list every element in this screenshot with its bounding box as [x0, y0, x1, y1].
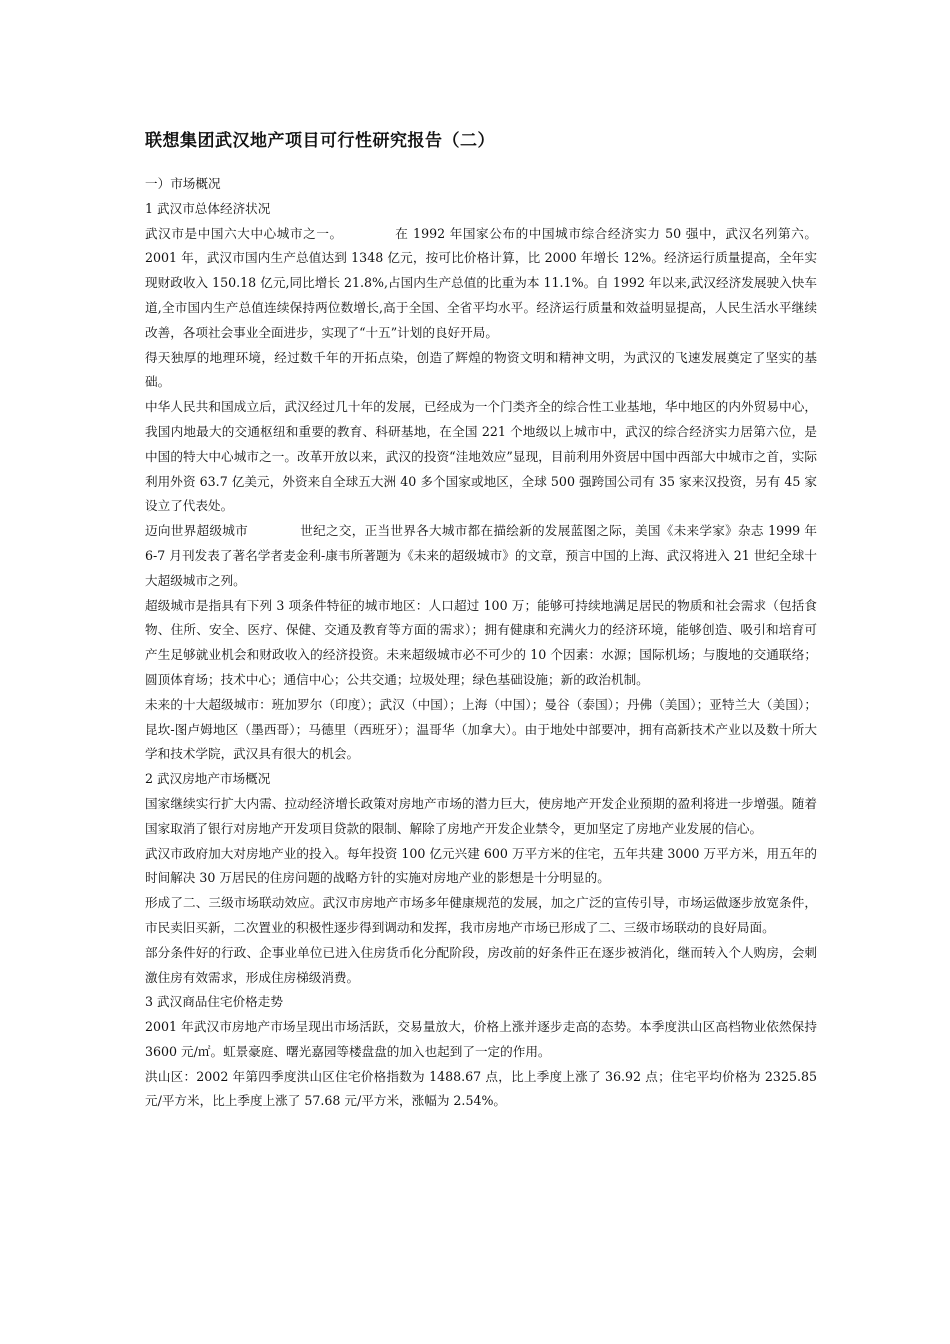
document-title: 联想集团武汉地产项目可行性研究报告（二） [145, 131, 495, 151]
document-body [145, 172, 817, 1114]
paragraph: 2001 年武汉市房地产市场呈现出市场活跃，交易量放大，价格上涨并逐步走高的态势。本季度洪山区高档物业依然保持 3600 元/㎡。虹景豪庭、曙光嘉园等楼盘盘的加入也起到了一定的作用。 [145, 1019, 817, 1059]
paragraph: 一）市场概况 [145, 176, 221, 191]
paragraph: 超级城市是指具有下列 3 项条件特征的城市地区：人口超过 100 万；能够可持续地满足居民的物质和社会需求（包括食物、住所、安全、医疗、保健、交通及教育等方面的需求）；拥有健康和充满火力的经济环境，能够创造、吸引和培育可产生足够就业机会和财政收入的经济投资。未来超级城市必不可少的 10 个因素：水源；国际机场；与腹地的交通联络；圆顶体育场；技术中心；通信中心；公共交通；垃圾处理；绿色基础设施；新的政治机制。 [145, 597, 817, 687]
paragraph-text: 世纪之交，正当世界各大城市都在描绘新的发展蓝图之际，美国《未来学家》杂志 1999 年 6-7 月刊发表了著名学者麦金利-康韦所著题为《未来的超级城市》的文章，预言中国的上海、武汉将进入 21 世纪全球十大超级城市之列。 [145, 523, 817, 588]
paragraph-lead: 迈向世界超级城市 [145, 523, 248, 539]
paragraph [145, 519, 817, 593]
section-heading: 3 武汉商品住宅价格走势 [145, 994, 283, 1010]
paragraph: 国家继续实行扩大内需、拉动经济增长政策对房地产市场的潜力巨大，使房地产开发企业预期的盈利将进一步增强。随着国家取消了银行对房地产开发项目贷款的限制、解除了房地产开发企业禁令，更加坚定了房地产业发展的信心。 [145, 795, 817, 836]
paragraph [145, 222, 817, 346]
paragraph-text: 在 1992 年国家公布的中国城市综合经济实力 50 强中，武汉名列第六。2001 年，武汉市国内生产总值达到 1348 亿元，按可比价格计算，比 2000 年增长 12%。经济运行质量提高，全年实现财政收入 150.18 亿元,同比增长 21.8%,占国内生产总值的比重为本 11.1%。自 1992 年以来,武汉经济发展驶入快车道,全市国内生产总值连续保持两位数增长,高于全国、全省平均水平。经济运行质量和效益明显提高，人民生活水平继续改善，各项社会事业全面进步，实现了“十五”计划的良好开局。 [145, 225, 817, 340]
paragraph: 部分条件好的行政、企事业单位已进入住房货币化分配阶段，房改前的好条件正在逐步被消化，继而转入个人购房，会刺激住房有效需求，形成住房梯级消费。 [145, 944, 817, 985]
paragraph: 武汉市政府加大对房地产业的投入。每年投资 100 亿元兴建 600 万平方米的住宅，五年共建 3000 万平方米，用五年的时间解决 30 万居民的住房问题的战略方针的实施对房地产业的影想是十分明显的。 [145, 845, 817, 886]
paragraph: 未来的十大超级城市：班加罗尔（印度）；武汉（中国）；上海（中国）；曼谷（泰国）；丹佛（美国）；亚特兰大（美国）；昆坎-图卢姆地区（墨西哥）；马德里（西班牙）；温哥华（加拿大）。由于地处中部要冲，拥有高新技术产业以及数十所大学和技术学院，武汉具有很大的机会。 [145, 696, 817, 762]
paragraph: 中华人民共和国成立后，武汉经过几十年的发展，已经成为一个门类齐全的综合性工业基地，华中地区的内外贸易中心，我国内地最大的交通枢纽和重要的教育、科研基地，在全国 221 个地级以上城市中，武汉的综合经济实力居第六位，是中国的特大中心城市之一。改革开放以来，武汉的投资“洼地效应”显现，目前利用外资居中国中西部大中城市之首，实际利用外资 63.7 亿美元，外资来自全球五大洲 40 多个国家或地区，全球 500 强跨国公司有 35 家来汉投资，另有 45 家设立了代表处。 [145, 399, 817, 514]
paragraph: 洪山区：2002 年第四季度洪山区住宅价格指数为 1488.67 点，比上季度上涨了 36.92 点；住宅平均价格为 2325.85 元/平方米，比上季度上涨了 57.68 元/平方米，涨幅为 2.54%。 [145, 1068, 817, 1109]
section-heading: 2 武汉房地产市场概况 [145, 771, 271, 787]
paragraph: 形成了二、三级市场联动效应。武汉市房地产市场多年健康规范的发展，加之广泛的宣传引导，市场运做逐步放宽条件，市民卖旧买新，二次置业的积极性逐步得到调动和发挥，我市房地产市场已形成了二、三级市场联动的良好局面。 [145, 895, 817, 935]
paragraph-lead: 武汉市是中国六大中心城市之一。 [145, 225, 343, 241]
section-heading: 1 武汉市总体经济状况 [145, 200, 271, 216]
paragraph: 得天独厚的地理环境，经过数千年的开拓点染，创造了辉煌的物资文明和精神文明，为武汉的飞速发展奠定了坚实的基础。 [145, 349, 817, 390]
